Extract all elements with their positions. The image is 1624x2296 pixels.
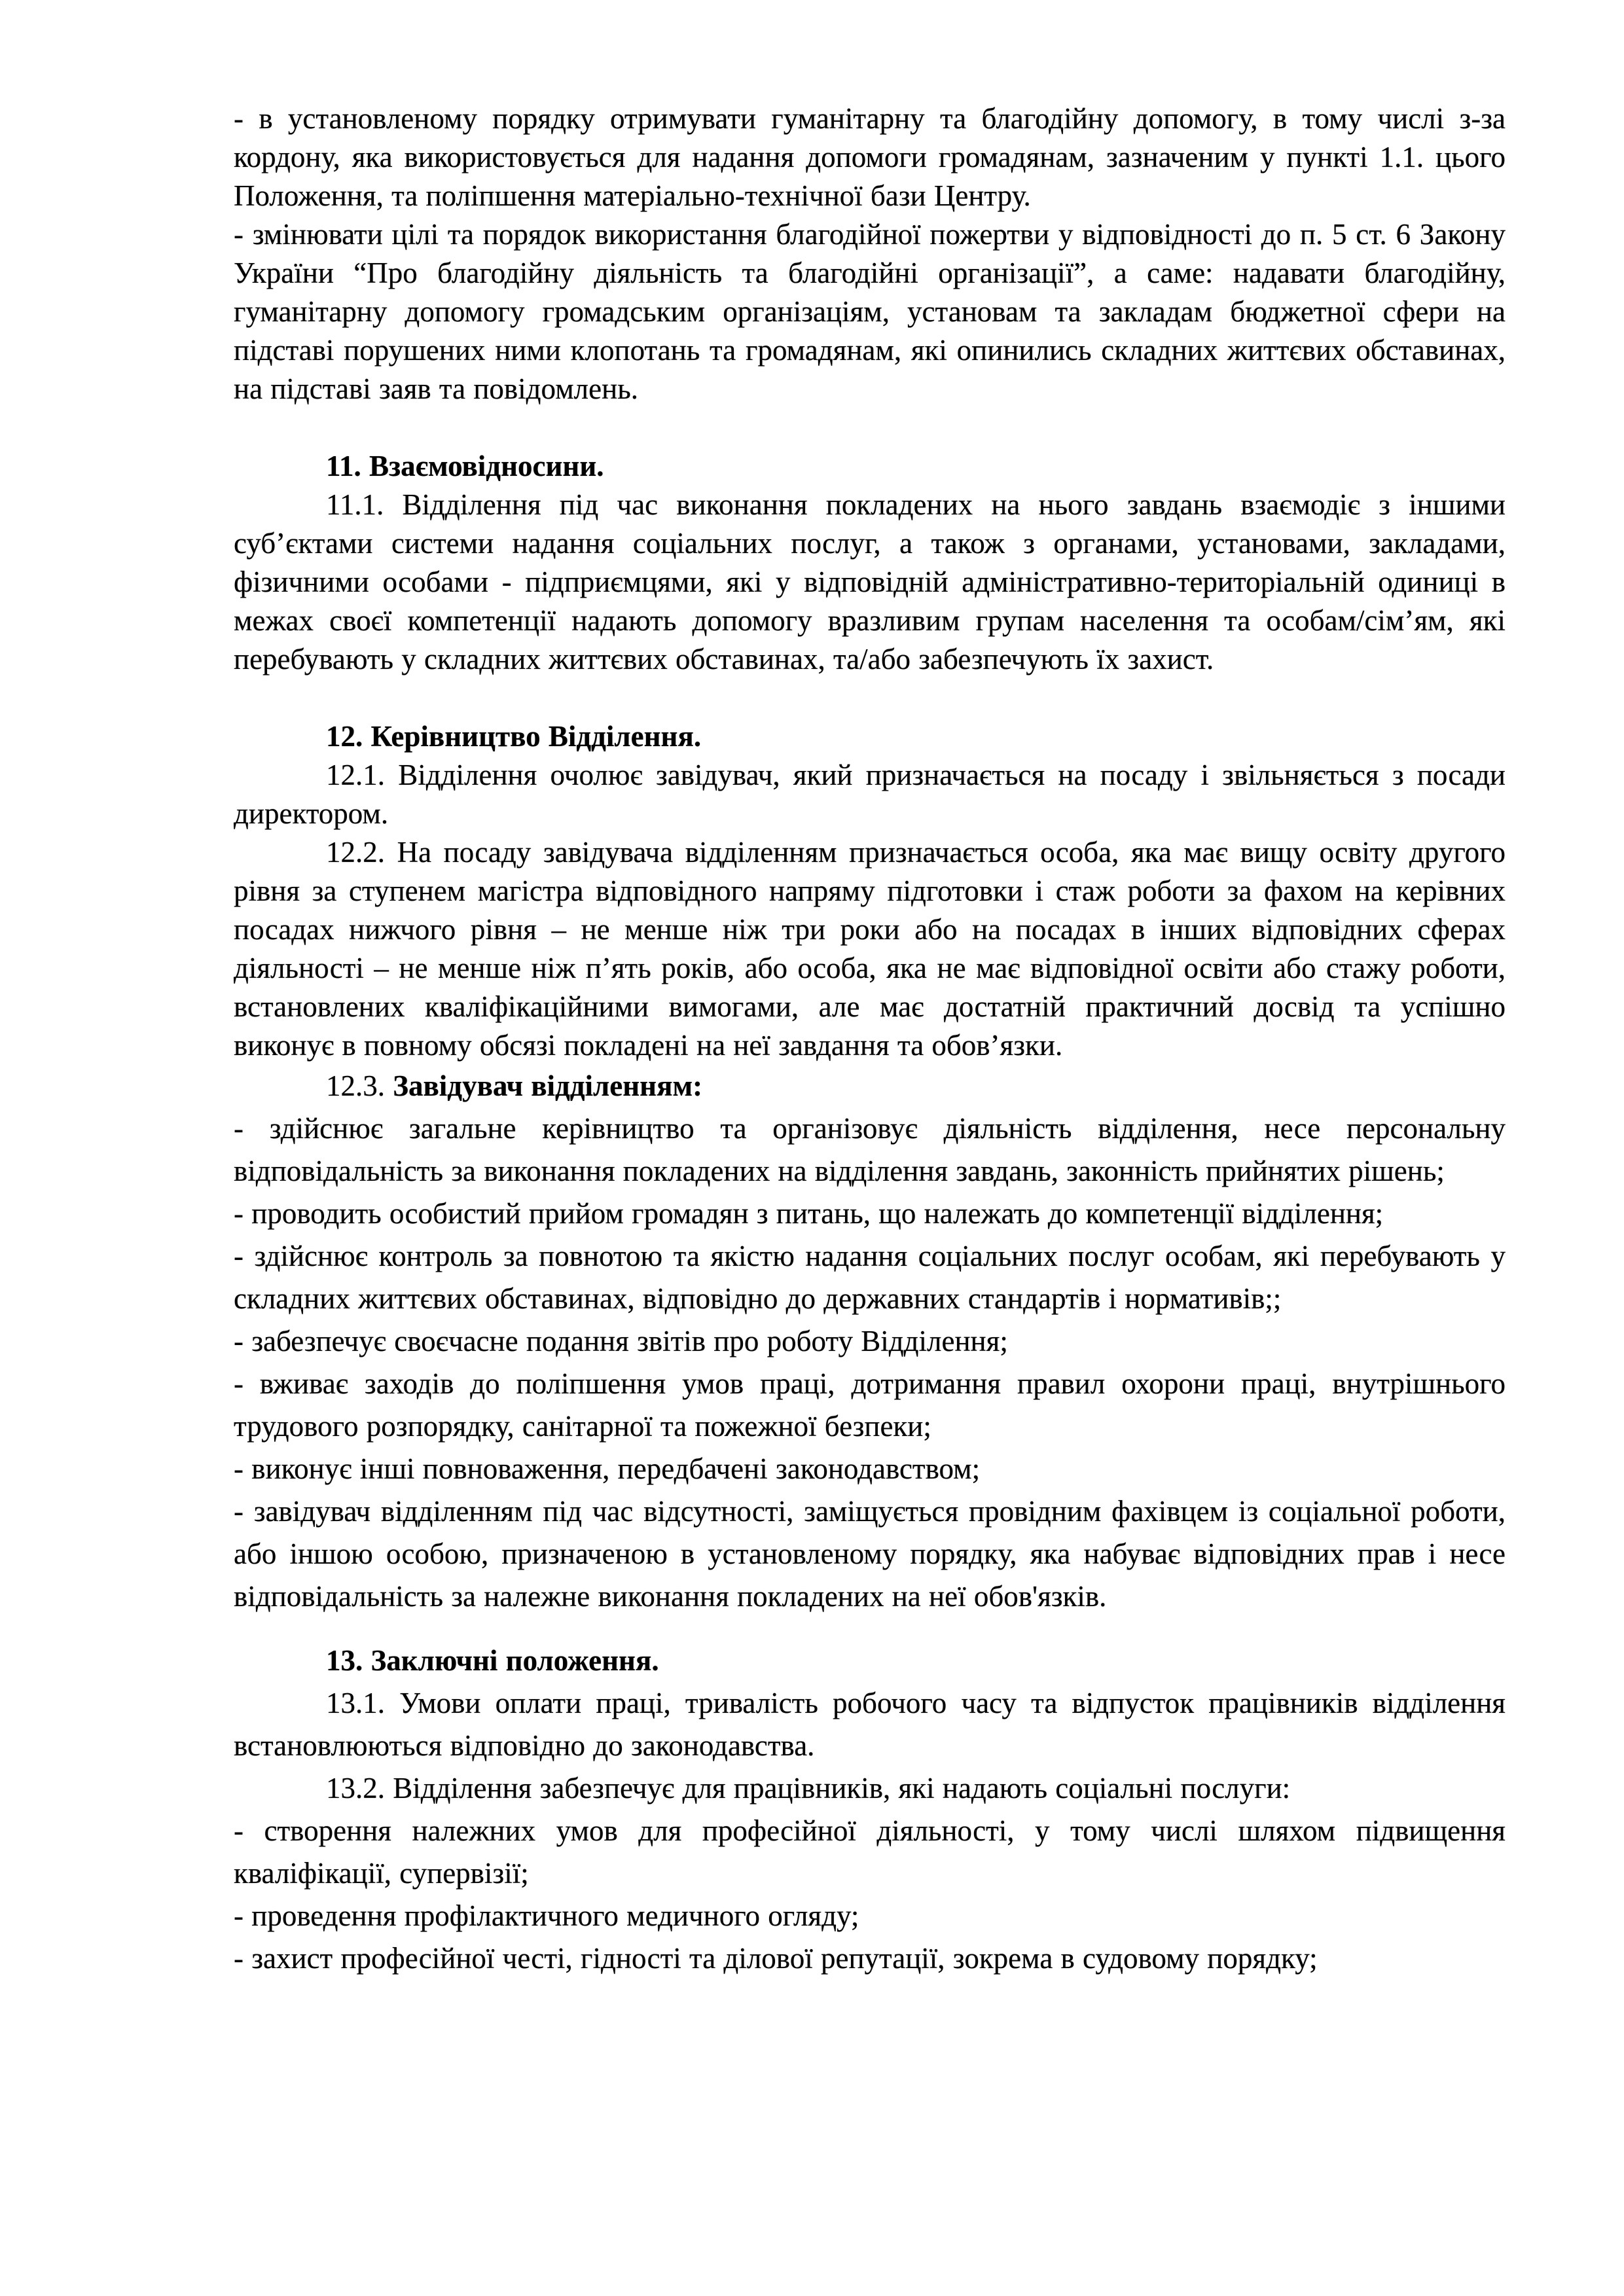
- list-item: - вживає заходів до поліпшення умов праці, дотримання правил охорони праці, внутрішнього трудового розпорядку, санітарної та пожежної безпеки;: [234, 1367, 1506, 1443]
- paragraph: 11.1. Відділення під час виконання покладених на нього завдань взаємодіє з іншими суб’єктами системи надання соціальних послуг, а також з органами, установами, закладами, фізичними особами - підприємцями, які у відповідній адміністративно-територіальній одиниці в межах своєї компетенції надають допомогу вразливим групам населення та особам/сім’ям, які перебувають у складних життєвих обставинах, та/або забезпечують їх захист.: [234, 488, 1506, 675]
- paragraph: 12.1. Відділення очолює завідувач, який призначається на посаду і звільняється з посади директором.: [234, 759, 1506, 830]
- section-heading: 13. Заключні положення.: [326, 1644, 659, 1677]
- list-item: - здійснює контроль за повнотою та якістю надання соціальних послуг особам, які перебувають у складних життєвих обставинах, відповідно до державних стандартів і нормативів;;: [234, 1240, 1506, 1315]
- paragraph: 12.2. На посаду завідувача відділенням призначається особа, яка має вищу освіту другого рівня за ступенем магістра відповідного напряму підготовки і стаж роботи за фахом на керівних посадах нижчого рівня – не менше ніж три роки або на посадах в інших відповідних сферах діяльності – не менше ніж п’ять років, або особа, яка не має відповідної освіти або стажу роботи, встановлених кваліфікаційними вимогами, але має достатній практичний досвід та успішно виконує в повному обсязі покладені на неї завдання та обов’язки.: [234, 836, 1506, 1062]
- list-item: - захист професійної честі, гідності та ділової репутації, зокрема в судовому порядку;: [234, 1942, 1318, 1975]
- list-item: - проведення профілактичного медичного огляду;: [234, 1899, 859, 1932]
- list-item: - виконує інші повноваження, передбачені законодавством;: [234, 1452, 981, 1485]
- list-item: - здійснює загальне керівництво та організовує діяльність відділення, несе персональну відповідальність за виконання покладених на відділення завдань, законність прийнятих рішень;: [234, 1112, 1506, 1187]
- paragraph: [234, 1065, 1506, 1107]
- list-item: - завідувач відділенням під час відсутності, заміщується провідним фахівцем із соціальної роботи, або іншою особою, призначеною в установленому порядку, яка набуває відповідних прав і несе відповідальність за належне виконання покладених на неї обов'язків.: [234, 1495, 1506, 1613]
- paragraph: 13.2. Відділення забезпечує для працівників, які надають соціальні послуги:: [326, 1772, 1291, 1804]
- paragraph: 13.1. Умови оплати праці, тривалість робочого часу та відпусток працівників відділення встановлюються відповідно до законодавства.: [234, 1687, 1506, 1762]
- document-content: [234, 99, 1506, 1980]
- list-item: - змінювати цілі та порядок використання благодійної пожертви у відповідності до п. 5 ст. 6 Закону України “Про благодійну діяльність та благодійні організації”, а саме: надавати благодійну, гуманітарну допомогу громадським організаціям, установам та закладам бюджетної сфери на підставі порушених ними клопотань та громадянам, які опинились складних життєвих обставинах, на підставі заяв та повідомлень.: [234, 218, 1506, 405]
- clause-title: Завідувач відділенням:: [393, 1069, 703, 1102]
- list-item: - проводить особистий прийом громадян з питань, що належать до компетенції відділення;: [234, 1197, 1384, 1230]
- section-heading: 11. Взаємовідносини.: [326, 450, 604, 482]
- section-heading: 12. Керівництво Відділення.: [326, 720, 702, 753]
- list-item: - створення належних умов для професійної діяльності, у тому числі шляхом підвищення кваліфікації, супервізії;: [234, 1814, 1506, 1890]
- list-item: - в установленому порядку отримувати гуманітарну та благодійну допомогу, в тому числі з-за кордону, яка використовується для надання допомоги громадянам, зазначеним у пункті 1.1. цього Положення, та поліпшення матеріально-технічної бази Центру.: [234, 102, 1506, 212]
- list-item: - забезпечує своєчасне подання звітів про роботу Відділення;: [234, 1325, 1008, 1357]
- clause-number: 12.3.: [326, 1069, 393, 1102]
